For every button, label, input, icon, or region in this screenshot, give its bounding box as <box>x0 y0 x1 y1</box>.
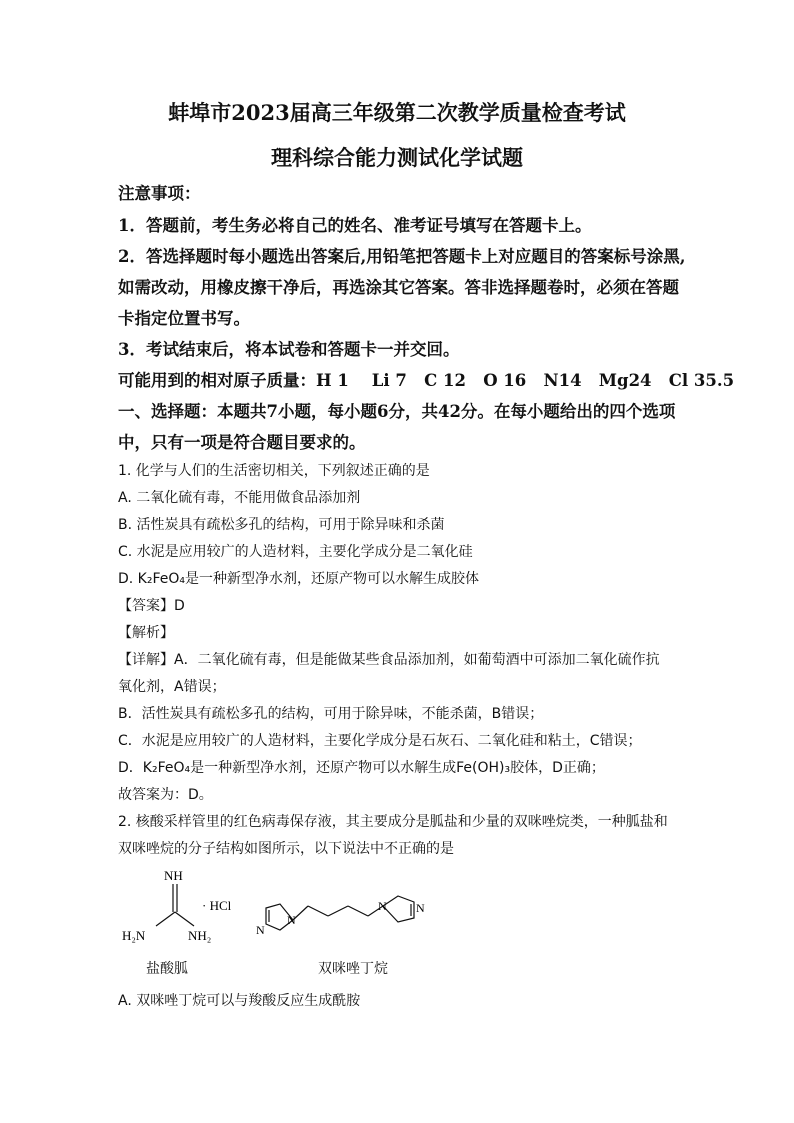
bis-imidazole-caption: 双咪唑丁烷 <box>318 961 388 977</box>
detail-line: B．活性炭具有疏松多孔的结构，可用于除异味，不能杀菌，B错误； <box>118 706 544 722</box>
molecule-figure <box>118 860 458 980</box>
note-line: 卡指定位置书写。 <box>118 309 250 328</box>
question-2-stem: 2. 核酸采样管里的红色病毒保存液，其主要成分是胍盐和少量的双咪唑烷类，一种胍盐和 <box>118 814 668 830</box>
section-header: 一、选择题：本题共7小题，每小题6分，共42分。在每小题给出的四个选项 <box>118 402 676 421</box>
analysis-label: 【解析】 <box>118 625 174 641</box>
detail-line: 故答案为：D。 <box>118 787 213 803</box>
page-title: 蚌埠市2023届高三年级第二次教学质量检查考试 <box>168 100 626 125</box>
hcl-label: · HCl <box>202 898 232 913</box>
note-line: 如需改动，用橡皮擦干净后，再选涂其它答案。答非选择题卷时，必须在答题 <box>118 278 679 297</box>
n-label: N <box>256 923 265 937</box>
question-1-option-c: C. 水泥是应用较广的人造材料，主要化学成分是二氧化硅 <box>118 544 473 560</box>
detail-line: C．水泥是应用较广的人造材料，主要化学成分是石灰石、二氧化硅和粘土，C错误； <box>118 733 642 749</box>
guanidine-caption: 盐酸胍 <box>146 961 188 977</box>
n-label: N <box>287 913 296 927</box>
h2n-label: H₂N <box>122 928 146 943</box>
detail-line: 氧化剂，A错误； <box>118 679 226 695</box>
nh-label: NH <box>164 868 183 883</box>
guanidine-structure <box>156 884 194 926</box>
detail-line: 【详解】A．二氧化硫有毒，但是能做某些食品添加剂，如葡萄酒中可添加二氧化硫作抗 <box>118 652 660 668</box>
question-2-option-a: A. 双咪唑丁烷可以与羧酸反应生成酰胺 <box>118 993 361 1009</box>
question-1-option-a: A. 二氧化硫有毒，不能用做食品添加剂 <box>118 490 361 506</box>
atomic-masses: 可能用到的相对原子质量：H 1 Li 7 C 12 O 16 N14 Mg24 Cl 35.5 <box>118 371 735 390</box>
detail-line: D．K₂FeO₄是一种新型净水剂，还原产物可以水解生成Fe(OH)₃胶体，D正确； <box>118 760 605 776</box>
notes-heading: 注意事项： <box>118 184 201 203</box>
question-1-option-b: B. 活性炭具有疏松多孔的结构，可用于除异味和杀菌 <box>118 517 445 533</box>
note-line: 3．考试结束后，将本试卷和答题卡一并交回。 <box>118 340 460 359</box>
question-1-stem: 1. 化学与人们的生活密切相关，下列叙述正确的是 <box>118 463 430 479</box>
n-label: N <box>416 901 425 915</box>
question-1-option-d: D. K₂FeO₄是一种新型净水剂，还原产物可以水解生成胶体 <box>118 571 480 587</box>
note-line: 2．答选择题时每小题选出答案后,用铅笔把答题卡上对应题目的答案标号涂黑, <box>118 247 686 266</box>
molecule-structures-svg <box>118 860 458 950</box>
nh2-label: NH₂ <box>188 928 212 943</box>
section-header: 中，只有一项是符合题目要求的。 <box>118 433 366 452</box>
n-label: N <box>378 899 387 913</box>
note-line: 1．答题前，考生务必将自己的姓名、准考证号填写在答题卡上。 <box>118 216 592 235</box>
answer-line: 【答案】D <box>118 598 185 614</box>
page-subtitle: 理科综合能力测试化学试题 <box>271 145 523 170</box>
question-2-stem: 双咪唑烷的分子结构如图所示，以下说法中不正确的是 <box>118 841 454 857</box>
